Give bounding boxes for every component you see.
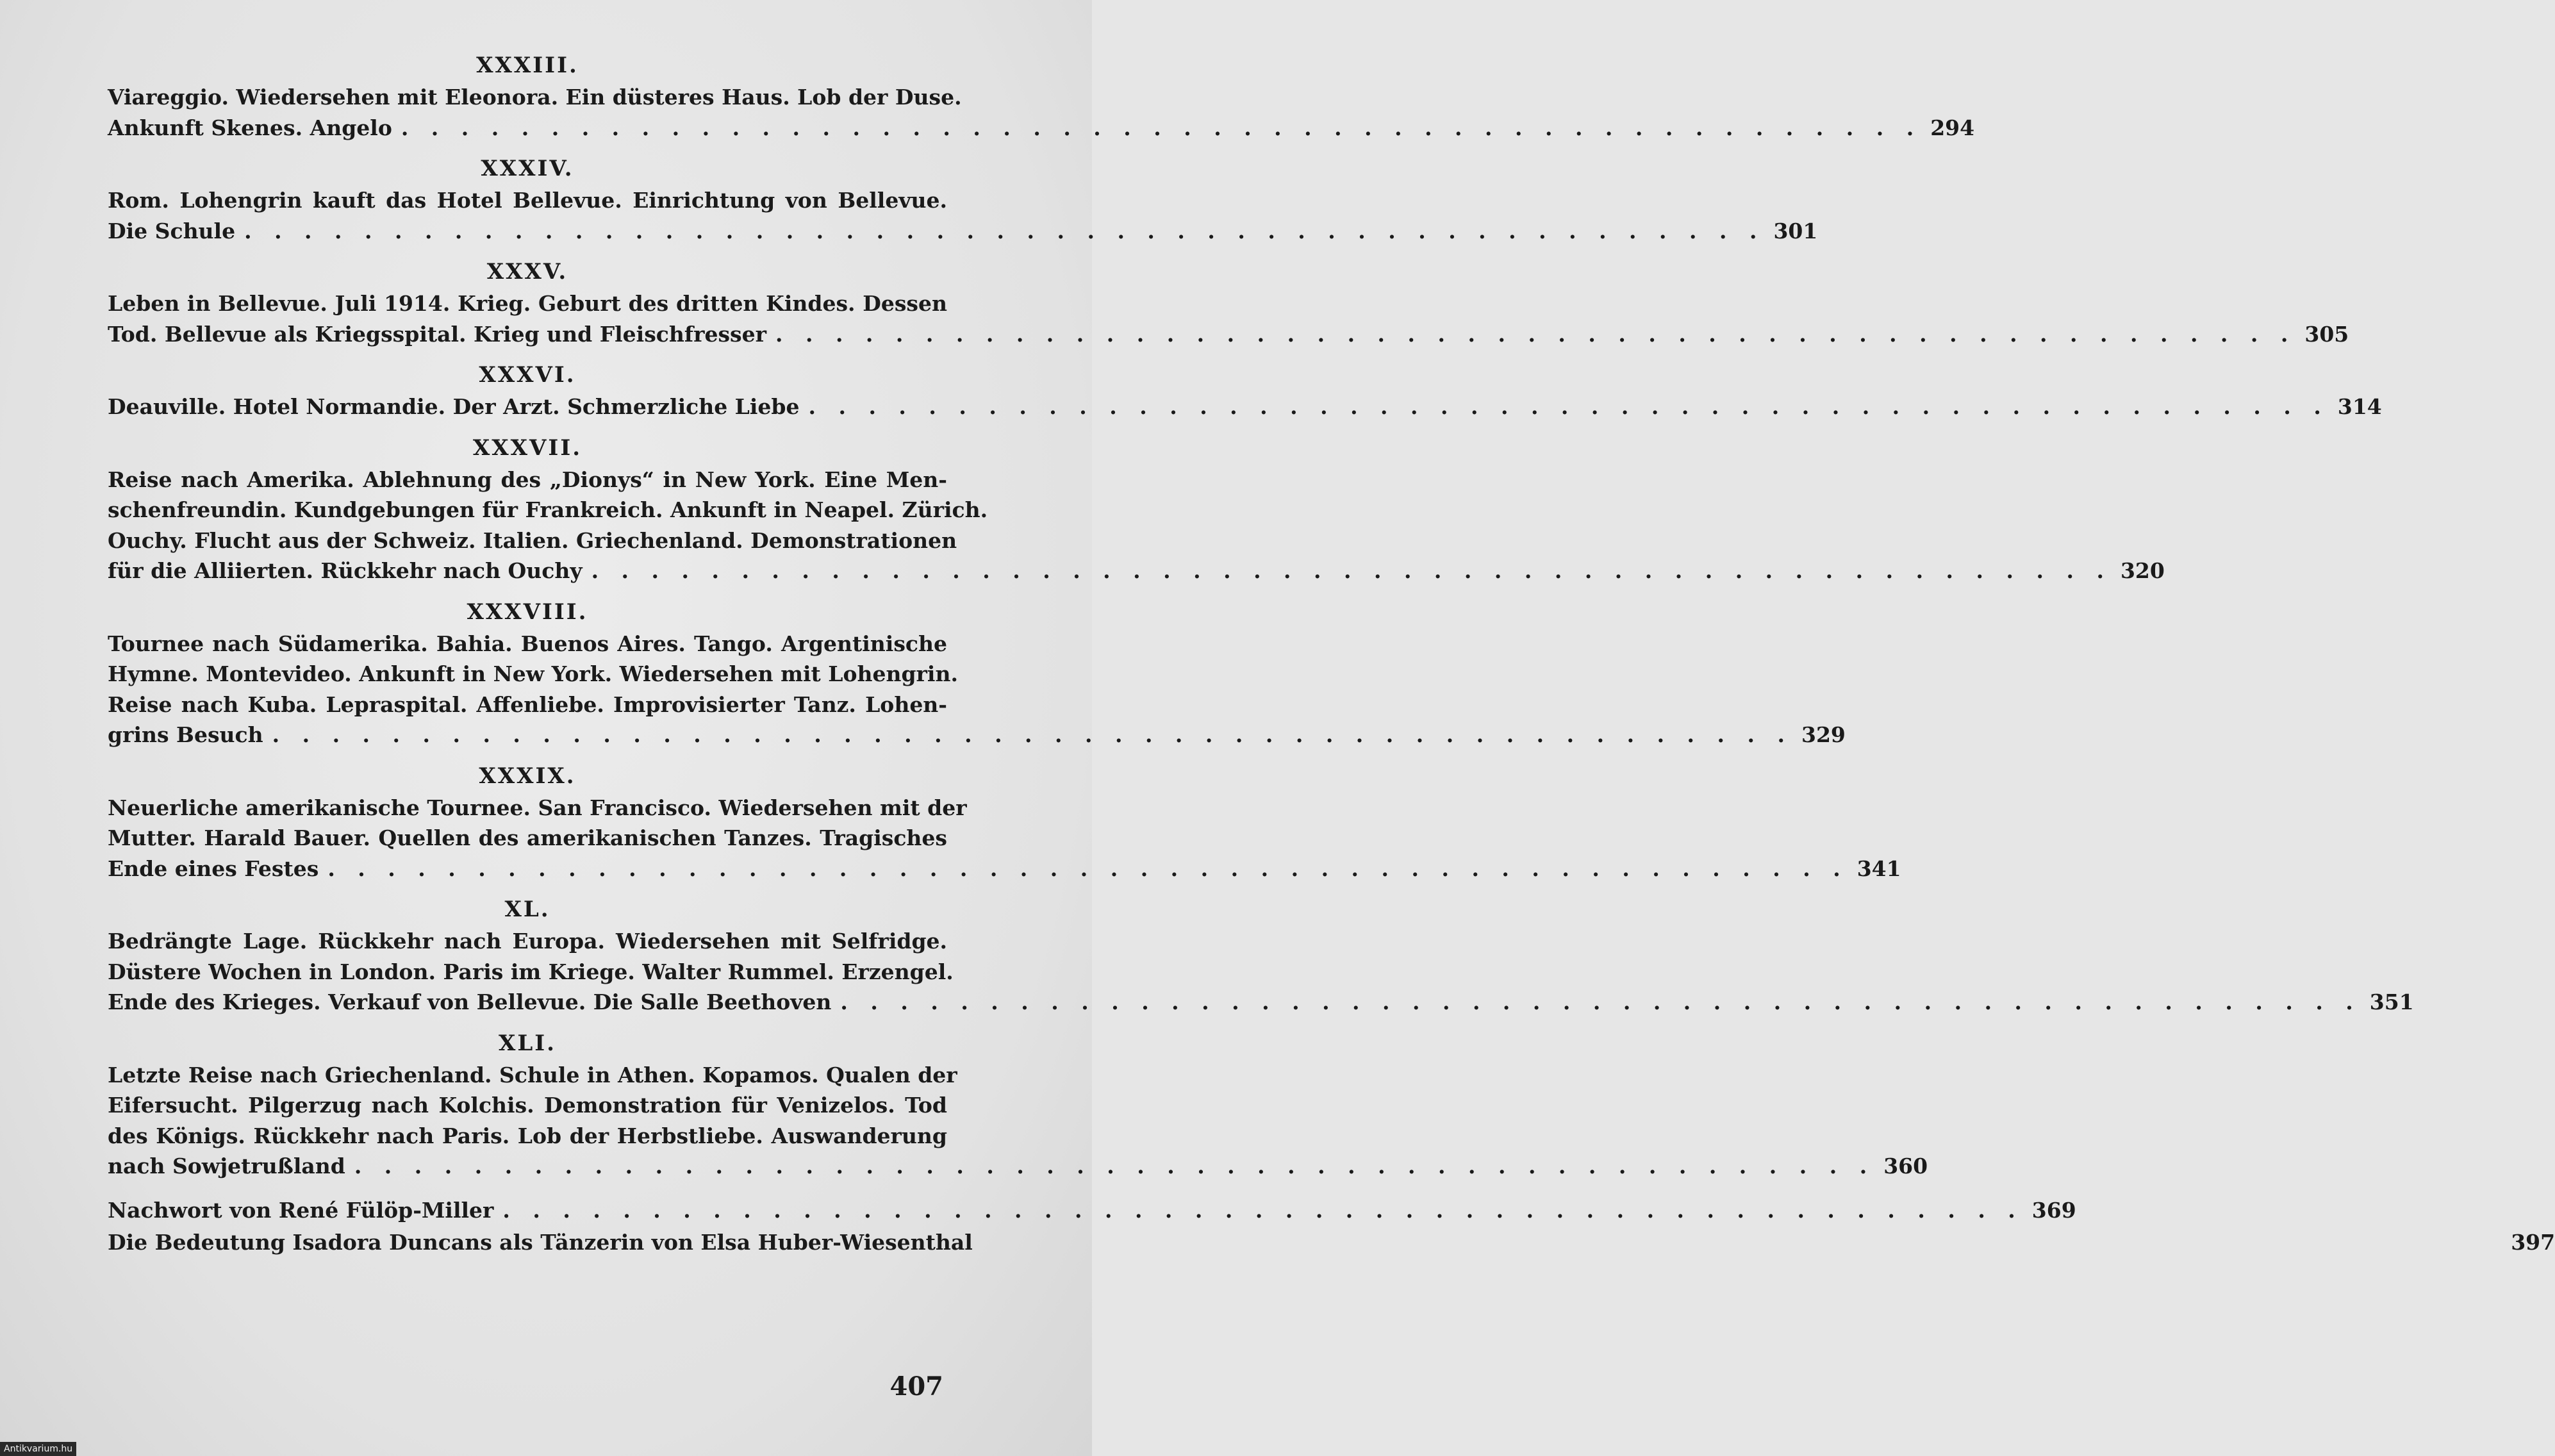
chapter-entry (108, 431, 2165, 586)
toc-entry-line: Letzte Reise nach Griechenland. Schule in Athen. Kopamos. Qualen der (108, 1062, 957, 1088)
entry-text: grins Besuch (108, 722, 263, 747)
entry-text: für die Alliierten. Rückkehr nach Ouchy (108, 558, 583, 583)
toc-entry-line: Eifersucht. Pilgerzug nach Kolchis. Demonstration für Venizelos. Tod (108, 1093, 947, 1118)
toc-entry-last-line (108, 113, 1975, 144)
toc-entry-line: Reise nach Kuba. Lepraspital. Affenliebe. Improvisierter Tanz. Lohen- (108, 691, 947, 717)
page-ref: 305 (2304, 321, 2349, 347)
chapter-numeral: XLI. (498, 1030, 557, 1056)
chapter-numeral: XXXIII. (476, 53, 579, 78)
dot-leader: . . . . . . . . . . . . . . . . . . . . . . . . . . . . . . . . . . . . . . . . . . . . . . . . . . . (591, 558, 2112, 583)
toc-entry-line: Viareggio. Wiedersehen mit Eleonora. Ein düsteres Haus. Lob der Duse. (108, 85, 962, 110)
toc-entry-line: Rom. Lohengrin kauft das Hotel Bellevue. Einrichtung von Bellevue. (108, 188, 947, 213)
page-ref: 341 (1856, 856, 1901, 881)
toc-entry-last-line (108, 319, 2349, 350)
watermark: Antikvarium.hu (0, 1442, 76, 1456)
page-ref: 294 (1930, 115, 1975, 140)
toc-entry-line: Mutter. Harald Bauer. Quellen des amerikanischen Tanzes. Tragisches (108, 825, 947, 850)
dot-leader: . . . . . . . . . . . . . . . . . . . . . . . . . . . . . . . . . . . . . . . . . . . . . . . . . . . (775, 321, 2296, 347)
toc-entry-line: Reise nach Amerika. Ablehnung des „Dionys“ in New York. Eine Men- (108, 467, 947, 492)
entry-text: Die Schule (108, 218, 236, 244)
entry-text: Tod. Bellevue als Kriegsspital. Krieg und Fleischfresser (108, 321, 766, 347)
chapter-numeral: XXXIV. (481, 156, 574, 181)
toc-entry-line: Tournee nach Südamerika. Bahia. Buenos Aires. Tango. Argentinische (108, 631, 947, 656)
page-ref: 351 (2369, 989, 2414, 1014)
chapter-entry (108, 893, 2414, 1018)
toc-entry-line: Leben in Bellevue. Juli 1914. Krieg. Geburt des dritten Kindes. Dessen (108, 291, 947, 316)
entry-text: Nachwort von René Fülöp-Miller (108, 1197, 494, 1223)
toc-entry-last-line (108, 392, 2382, 422)
toc-entry-last-line (108, 720, 1846, 750)
page-number: 407 (889, 1371, 943, 1402)
page-ref: 369 (2031, 1197, 2076, 1223)
chapter-entry (108, 759, 1901, 884)
toc-entry-line: Düstere Wochen in London. Paris im Kriege. Walter Rummel. Erzengel. (108, 959, 954, 984)
page-ref: 314 (2337, 394, 2382, 419)
toc-entry-last-line (108, 987, 2414, 1018)
dot-leader: . . . . . . . . . . . . . . . . . . . . . . . . . . . . . . . . . . . . . . . . . . . . . . . . . . . (502, 1197, 2023, 1223)
toc-entry-last-line (108, 216, 1818, 247)
page-ref: 329 (1801, 722, 1846, 747)
chapter-numeral: XXXV. (486, 259, 568, 285)
toc-entry-line: Ouchy. Flucht aus der Schweiz. Italien. Griechenland. Demonstrationen (108, 527, 957, 553)
toc-entry-last-line (108, 854, 1901, 884)
chapter-numeral: XXXVII. (472, 434, 583, 461)
entry-text: Deauville. Hotel Normandie. Der Arzt. Schmerzliche Liebe (108, 394, 800, 419)
toc-entry-line: des Königs. Rückkehr nach Paris. Lob der Herbstliebe. Auswanderung (108, 1123, 947, 1148)
page-ref: 301 (1773, 218, 1818, 244)
chapter-numeral: XXXVI. (479, 362, 576, 388)
chapter-entry (108, 358, 2382, 422)
chapter-entry (108, 595, 1846, 750)
dot-leader: . . . . . . . . . . . . . . . . . . . . . . . . . . . . . . . . . . . . . . . . . . . . . . . . . . . (272, 722, 1792, 747)
dot-leader: . . . . . . . . . . . . . . . . . . . . . . . . . . . . . . . . . . . . . . . . . . . . . . . . . . . (840, 989, 2361, 1014)
toc-entry-last-line (108, 1151, 1928, 1182)
chapter-numeral: XXXIX. (479, 763, 576, 789)
chapter-numeral: XXXVIII. (467, 599, 588, 625)
toc-entry-line: schenfreundin. Kundgebungen für Frankreich. Ankunft in Neapel. Zürich. (108, 497, 988, 522)
dot-leader: . . . . . . . . . . . . . . . . . . . . . . . . . . . . . . . . . . . . . . . . . . . . . . . . . . . (808, 394, 2329, 419)
toc-entry-line: Bedrängte Lage. Rückkehr nach Europa. Wiedersehen mit Selfridge. (108, 929, 947, 954)
chapter-entry (108, 1027, 1928, 1182)
dot-leader: . . . . . . . . . . . . . . . . . . . . . . . . . . . . . . . . . . . . . . . . . . . . . . . . . . . (244, 218, 1765, 244)
chapter-entry (108, 49, 1975, 143)
chapter-numeral: XL. (504, 897, 550, 922)
entry-text: Die Bedeutung Isadora Duncans als Tänzerin von Elsa Huber-Wiesenthal (108, 1229, 973, 1255)
page-ref: 360 (1883, 1154, 1928, 1179)
toc-entry-line: Neuerliche amerikanische Tournee. San Francisco. Wiedersehen mit der (108, 795, 967, 820)
appendix-entries (108, 1195, 2555, 1259)
toc-entry-line: Hymne. Montevideo. Ankunft in New York. Wiedersehen mit Lohengrin. (108, 661, 958, 686)
table-of-contents (108, 49, 2555, 1259)
entry-text: Ende des Krieges. Verkauf von Bellevue. Die Salle Beethoven (108, 989, 832, 1014)
toc-entry-last-line (108, 1227, 2555, 1259)
chapter-entry (108, 255, 2349, 349)
dot-leader: . . . . . . . . . . . . . . . . . . . . . . . . . . . . . . . . . . . . . . . . . . . . . . . . . . . (354, 1154, 1875, 1179)
page-ref: 397 (2511, 1229, 2555, 1255)
toc-entry-last-line (108, 556, 2165, 586)
entry-text: Ende eines Festes (108, 856, 319, 881)
entry-text: Ankunft Skenes. Angelo (108, 115, 392, 140)
page-ref: 320 (2120, 558, 2165, 583)
dot-leader: . . . . . . . . . . . . . . . . . . . . . . . . . . . . . . . . . . . . . . . . . . . . . . . . . . . (401, 115, 1922, 140)
chapter-entry (108, 152, 1818, 246)
dot-leader: . . . . . . . . . . . . . . . . . . . . . . . . . . . . . . . . . . . . . . . . . . . . . . . . . . . (327, 856, 1848, 881)
toc-entry-last-line (108, 1195, 2076, 1227)
entry-text: nach Sowjetrußland (108, 1154, 345, 1179)
